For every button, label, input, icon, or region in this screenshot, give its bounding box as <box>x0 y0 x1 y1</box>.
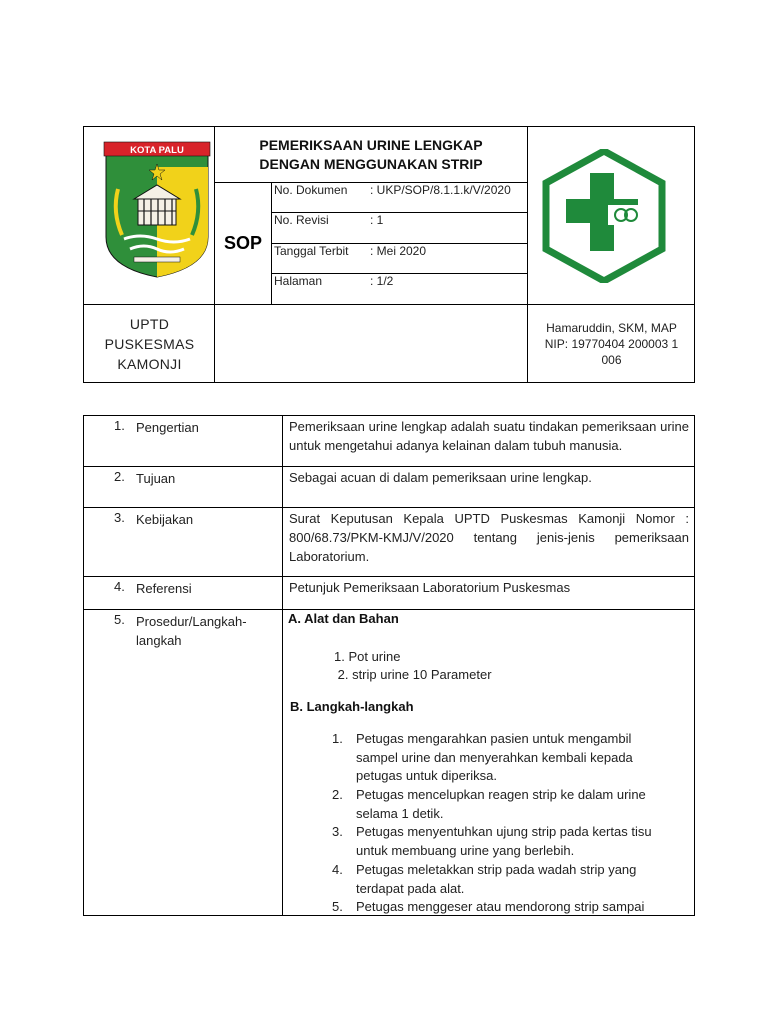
document-title <box>215 127 527 182</box>
section-label-pengertian <box>114 418 266 437</box>
signer-nip: NIP: 19770404 200003 1 <box>544 336 679 351</box>
step-text: Petugas meletakkan strip pada wadah strip yang terdapat pada alat. <box>356 862 637 896</box>
section-content-tujuan: Sebagai acuan di dalam pemeriksaan urine lengkap. <box>289 470 592 485</box>
sop-header-table <box>83 126 695 383</box>
section-name: Prosedur/Langkah-langkah <box>136 614 247 648</box>
section-name: Tujuan <box>136 471 176 486</box>
info-value: : UKP/SOP/8.1.1.k/V/2020 <box>370 183 511 197</box>
info-label: Halaman <box>274 274 323 288</box>
step-text: Petugas menggeser atau mendorong strip sampai <box>356 899 645 914</box>
sop-body-table <box>83 415 695 916</box>
step-number: 1. <box>332 731 343 746</box>
step-text: Petugas menyentuhkan ujung strip pada kertas tisu untuk membuang urine yang berlebih. <box>356 824 652 858</box>
kota-palu-emblem-cell <box>84 127 215 304</box>
sop-label: SOP <box>223 232 262 253</box>
alat-heading: A. Alat dan Bahan <box>288 611 399 626</box>
org-line: PUSKESMAS <box>104 335 195 352</box>
signer-name: Hamaruddin, SKM, MAP <box>546 320 677 335</box>
section-content-kebijakan: Surat Keputusan Kepala UPTD Puskesmas Kamonji Nomor : 800/68.73/PKM-KMJ/V/2020 tentang jenis-jenis pemeriksaan Laboratorium. <box>289 511 689 564</box>
section-name: Pengertian <box>136 420 199 435</box>
divider <box>84 609 695 610</box>
title-line-1: PEMERIKSAAN URINE LENGKAP <box>259 136 483 153</box>
langkah-heading: B. Langkah-langkah <box>290 699 414 714</box>
info-value: : 1/2 <box>370 274 394 288</box>
signer-nip-cont: 006 <box>601 352 622 367</box>
section-content-referensi: Petunjuk Pemeriksaan Laboratorium Puskesmas <box>289 580 571 595</box>
info-value: : Mei 2020 <box>370 244 427 258</box>
kota-label: KOTA PALU <box>130 145 184 156</box>
section-name: Kebijakan <box>136 512 194 527</box>
organization-name <box>84 304 215 383</box>
alat-item: 2. strip urine 10 Parameter <box>334 667 492 682</box>
divider <box>84 576 695 577</box>
section-label-referensi <box>114 579 266 598</box>
alat-item: 1. Pot urine <box>334 649 401 664</box>
section-label-kebijakan <box>114 510 266 529</box>
step-number: 5. <box>332 899 343 914</box>
section-number: 1. <box>114 418 125 433</box>
info-label: Tanggal Terbit <box>274 244 349 258</box>
divider <box>84 507 695 508</box>
info-row-tanggal <box>274 244 524 258</box>
step-text: Petugas mengarahkan pasien untuk mengambil sampel urine dan menyerahkan kembali kepada petugas untuk diperiksa. <box>356 731 633 783</box>
info-row-halaman <box>274 274 524 288</box>
info-row-revisi <box>274 213 524 227</box>
divider <box>282 416 283 916</box>
step-number: 4. <box>332 862 343 877</box>
divider <box>84 466 695 467</box>
org-line: KAMONJI <box>117 355 182 372</box>
info-label: No. Revisi <box>274 213 329 227</box>
section-label-prosedur <box>114 612 266 650</box>
org-line: UPTD <box>129 315 170 332</box>
section-number: 4. <box>114 579 125 594</box>
section-number: 3. <box>114 510 125 525</box>
info-row-dokumen <box>274 183 524 197</box>
info-label: No. Dokumen <box>274 183 348 197</box>
info-value: : 1 <box>370 213 384 227</box>
signer-block <box>528 304 695 383</box>
section-number: 2. <box>114 469 125 484</box>
section-content-pengertian: Pemeriksaan urine lengkap adalah suatu tindakan pemeriksaan urine untuk mengetahui adanya kelainan dalam tubuh manusia. <box>289 419 689 453</box>
step-number: 2. <box>332 787 343 802</box>
puskesmas-logo <box>542 149 666 283</box>
section-label-tujuan <box>114 469 266 488</box>
step-number: 3. <box>332 824 343 839</box>
kota-palu-emblem <box>84 127 215 304</box>
title-line-2: DENGAN MENGGUNAKAN STRIP <box>259 155 483 172</box>
step-text: Petugas mencelupkan reagen strip ke dalam urine selama 1 detik. <box>356 787 646 821</box>
puskesmas-logo-cell <box>542 149 666 283</box>
section-number: 5. <box>114 612 125 627</box>
section-name: Referensi <box>136 581 192 596</box>
